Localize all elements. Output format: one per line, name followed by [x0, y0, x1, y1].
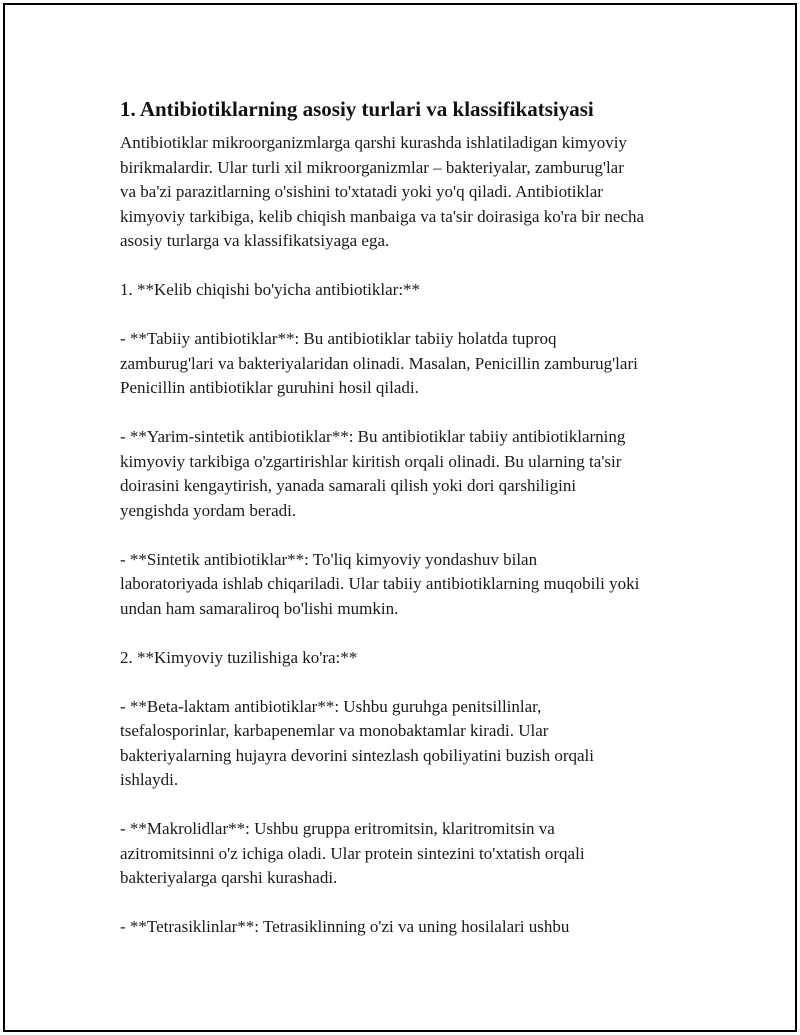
list-item-semi-synthetic: - **Yarim-sintetik antibiotiklar**: Bu antibiotiklar tabiiy antibiotiklarning kimyoviy tarkibiga o'zgartirishlar kiritish orqali olinadi. Bu ularning ta'sir doirasini kengaytirish, yanada samarali qilish yoki dori qarshiligini yengishda yordam beradi.	[120, 427, 626, 520]
paragraph-gap	[120, 401, 720, 426]
list-item-macrolides: - **Makrolidlar**: Ushbu gruppa eritromitsin, klaritromitsin va azitromitsinni o'z ichiga oladi. Ular protein sintezini to'xtatish orqali bakteriyalarga qarshi kurashadi.	[120, 819, 585, 887]
list-item-natural: - **Tabiiy antibiotiklar**: Bu antibiotiklar tabiiy holatda tuproq zamburug'lari va bakteriyalaridan olinadi. Masalan, Penicillin zamburug'lari Penicillin antibiotiklar guruhini hosil qiladi.	[120, 329, 638, 397]
list-item-beta-lactam: - **Beta-laktam antibiotiklar**: Ushbu guruhga penitsillinlar, tsefalosporinlar, karbapenemlar va monobaktamlar kiradi. Ular bakteriyalarning hujayra devorini sintezlash qobiliyatini buzish orqali ishlaydi.	[120, 696, 594, 789]
paragraph-gap	[120, 793, 720, 818]
page-frame	[3, 3, 797, 1032]
paragraph-gap	[120, 254, 720, 279]
section-heading: 1. Antibiotiklarning asosiy turlari va klassifikatsiyasi	[120, 97, 594, 121]
paragraph-gap	[120, 621, 720, 646]
paragraph-gap	[120, 891, 720, 916]
document-body	[120, 95, 720, 940]
paragraph-gap	[120, 523, 720, 548]
paragraph-gap	[120, 670, 720, 695]
list-item-tetracyclines: - **Tetrasiklinlar**: Tetrasiklinning o'zi va uning hosilalari ushbu	[120, 917, 570, 936]
intro-paragraph: Antibiotiklar mikroorganizmlarga qarshi kurashda ishlatiladigan kimyoviy birikmalardir. Ular turli xil mikroorganizmlar – bakteriyalar, zamburug'lar va ba'zi parazitlarning o'sishini to'xtatadi yoki yo'q qiladi. Antibiotiklar kimyoviy tarkibiga, kelib chiqish manbaiga va ta'sir doirasiga ko'ra bir necha asosiy turlarga va klassifikatsiyaga ega.	[120, 133, 645, 250]
list-heading-origin: 1. **Kelib chiqishi bo'yicha antibiotiklar:**	[120, 280, 421, 299]
paragraph-gap	[120, 303, 720, 328]
list-heading-structure: 2. **Kimyoviy tuzilishiga ko'ra:**	[120, 647, 358, 667]
list-item-synthetic: - **Sintetik antibiotiklar**: To'liq kimyoviy yondashuv bilan laboratoriyada ishlab chiqariladi. Ular tabiiy antibiotiklarning muqobili yoki undan ham samaraliroq bo'lishi mumkin.	[120, 549, 640, 618]
